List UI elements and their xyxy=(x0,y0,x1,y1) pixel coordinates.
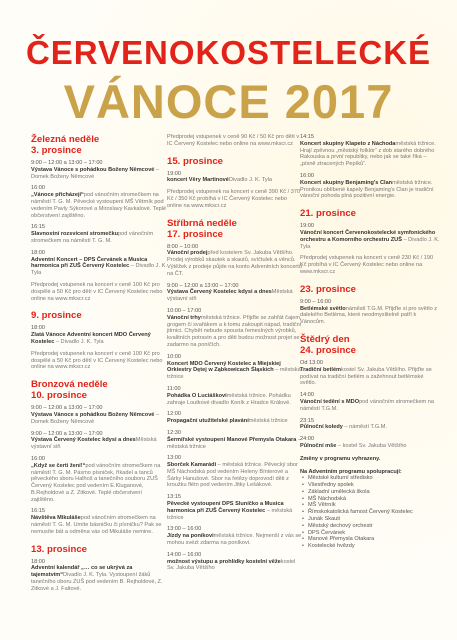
program-event xyxy=(167,386,303,406)
event-time: 9:00 – 16:00 xyxy=(300,298,332,305)
program-event xyxy=(31,160,167,180)
event-place: Předprodej vstupenek na koncert v ceně 390 Kč / 370 Kč / 350 Kč probíhá v IC Červený Kostelec nebo online na www.mkscr.cz xyxy=(167,189,301,209)
program-event xyxy=(31,559,167,593)
event-title: Betlémské světlo xyxy=(300,305,346,312)
event-time: 18:00 xyxy=(31,325,45,332)
event-place: městská tržnice. Pronikou oblíbené kapely Benjaming's Clan je tradiční vánoční pohoda plná pozitivní energie. xyxy=(300,179,434,200)
event-title: „Když se čerti žení!“ xyxy=(31,462,86,469)
event-time: 13:00 xyxy=(167,455,181,462)
date-heading: Štědrý den 24. prosince xyxy=(300,333,356,356)
event-time: 12:00 xyxy=(167,411,181,418)
event-place: Předprodej vstupenek na koncert v ceně 230 Kč / 190 Kč probíhá v IC Červený Kostelec nebo online na www.mkscr.cz xyxy=(300,255,434,275)
event-place: Divadlo J. K. Tyla xyxy=(228,177,272,184)
date-heading: 23. prosince xyxy=(300,283,356,295)
program-event xyxy=(31,250,167,277)
partners-title: Na Adventním programu spolupracují: xyxy=(300,468,402,475)
event-time: 19:00 xyxy=(300,223,314,230)
partner-item: • Městský dechový orchestr xyxy=(308,523,440,530)
program-event xyxy=(167,189,303,209)
event-time: 13:00 – 16:00 xyxy=(167,526,202,533)
event-place: – náměstí T.G.M. xyxy=(342,424,387,431)
event-time: 13:15 xyxy=(167,494,181,501)
event-place: městská tržnice. Přijďte se zahřát čajem, grogem či svařákem a k tomu zakoupit nápad, tradiční jitrnici. Chybět nebude spousta řemeslných výrobků, kvalitních potravin a pro děti budou možnost projet se zadarmo na poníčích. xyxy=(167,314,302,348)
program-event xyxy=(300,255,440,275)
event-place: pod vánočním stromečkem na náměstí T. G. M. xyxy=(31,231,154,244)
event-title: Adventní Koncert – DPS Červánek a Musica harmonica při ZUŠ Červený Kostelec xyxy=(31,256,148,270)
event-place: – Domek Boženy Němcové xyxy=(31,166,160,180)
event-title: Výstava Červený Kostelec kdysi a dnes xyxy=(167,289,272,296)
event-place: – městská tržnice xyxy=(167,367,301,381)
event-time: 9:00 – 12:00 a 13:00 – 17:00 xyxy=(31,430,103,437)
program-event xyxy=(300,173,440,200)
program-event xyxy=(167,134,303,148)
event-place: Předprodej vstupenek na koncert v ceně 100 Kč pro dospělé a 50 Kč pro dětí v IC Červený Kostelec nebo online na www.mkscr.cz xyxy=(31,350,163,371)
event-time: 16:00 xyxy=(300,172,314,179)
program-event xyxy=(167,494,303,521)
event-title: Adventní kalendář „… co se ukrývá za tajemstvím“ xyxy=(31,565,133,579)
event-place: – městská tržnice. Pěvecký sbor MŠ Náchodská pod vedením Heleny Bínterové a Šárky Hanušové. Sbor na řetězy doprovodí děti z kroužku flétn pod vedením Jitky Lešákové. xyxy=(167,462,298,489)
event-place: náměstí T.G.M. Přijďte si pro světlo z dalekého Betléma, které neodmyslitelně patří k Vánocům. xyxy=(300,305,438,326)
program-event xyxy=(31,405,167,425)
event-place: kostel Sv. Jakuba Většího. Přijďte se podívat na tradiční betlém a zažehnout betlémské světlo. xyxy=(300,366,432,387)
event-place: – městská tržnice xyxy=(167,507,293,521)
event-place: kostel Sv. Jakuba Většího xyxy=(167,558,296,572)
event-place: městská tržnice. Nejmenší z vás se mohou svézt zdarma na poníkovi. xyxy=(167,533,302,547)
event-title: Koncert MDO Červený Kostelec a Miejskiej Orkiestry Dętej w Ząbkowicach Śląskich xyxy=(167,360,281,374)
event-time: 11:00 xyxy=(167,385,181,392)
program-event xyxy=(31,282,167,302)
event-place: – Divadlo J. K. Tyla xyxy=(31,263,167,277)
program-event xyxy=(167,430,303,450)
program-event xyxy=(31,224,167,244)
partner-item: • Všestředny spolek xyxy=(308,482,440,489)
event-title: Půlnoční koledy xyxy=(300,424,343,431)
event-time: 16:15 xyxy=(31,224,45,231)
event-time: 19:00 xyxy=(167,170,181,177)
event-title: Slavnostní rozsvícení stromečku xyxy=(31,231,119,238)
event-time: 18:00 xyxy=(31,249,45,256)
event-place: – Domek Boženy Němcové xyxy=(31,411,160,425)
event-place: Městská výstavní síň xyxy=(31,437,157,451)
event-time: 9:00 – 12:00 a 13:00 – 17:00 xyxy=(31,160,103,166)
program-column-1 xyxy=(31,134,167,598)
event-time: 10:00 – 17:00 xyxy=(167,307,202,314)
program-event xyxy=(300,223,440,250)
event-place: – Divadlo J. K. Tyla xyxy=(300,236,440,250)
event-place: – městská tržnice xyxy=(167,436,302,450)
date-heading: Bronzová neděle 10. prosince xyxy=(31,379,108,402)
event-time: 16:15 xyxy=(31,508,45,515)
event-title: Jízdy na poníkovi xyxy=(167,533,214,540)
program-event xyxy=(300,360,440,387)
partner-item: • Městské kulturní středisko xyxy=(308,475,440,482)
event-title: Výstava Červený Kostelec kdysi a dnes xyxy=(31,437,136,444)
partner-item: • Římskokatolická farnost Červený Kostelec xyxy=(308,509,440,516)
event-title: Výstava Vánoce s pohádkou Boženy Němcové xyxy=(31,411,155,418)
event-time: 24:00 xyxy=(300,436,314,443)
partner-item: • MŠ Větrník xyxy=(308,502,440,509)
date-heading: 21. prosince xyxy=(300,208,356,220)
program-event xyxy=(31,325,167,345)
event-place: městská tržnice xyxy=(248,418,288,425)
program-column-3 xyxy=(300,134,440,550)
event-title: Šermířské vystoupení Manové Přemysla Otakara xyxy=(167,436,297,443)
program-event xyxy=(167,283,303,303)
event-place: pod vánočním stromečkem na náměstí T. G. M. Pěvecké vystoupení MŠ Větrník pod vedením Pavly Sýkorové a Miroslavy Kavkalové. Teplé občerstvení zajištěno. xyxy=(31,192,167,219)
event-title: Návštěva Mikuláše xyxy=(31,515,81,522)
event-time: 14:00 xyxy=(300,392,314,399)
event-place: městská tržnice. Pohádku zahraje Loutkové divadlo Koník z Hradce Králové. xyxy=(167,392,291,406)
date-heading: 13. prosince xyxy=(31,543,87,555)
partner-item: • Manové Přemysla Otakara xyxy=(308,536,440,543)
program-event xyxy=(167,171,303,185)
event-title: Pěvecké vystoupení DPS Sluníčko a Musica harmonica při ZUŠ Červený Kostelec xyxy=(167,501,284,514)
page-title-line2: VÁNOCE 2017 xyxy=(63,75,394,128)
event-place: pod vánočním stromečkem na náměstí T. G. M. Umíte básničku či písničku? Pak se nemusíte bát a odměna vás od Mikuláše nemine. xyxy=(31,515,162,535)
event-title: Vánoční prodej xyxy=(167,250,208,257)
event-place: městská tržnice. Hrají zpěvnou „městský folklór“ z dob starého dobrého Rakouska a první republiky, nebo jak se také říká – „písně ztracených Pepíků“. xyxy=(300,140,436,168)
partner-item: • Základní umělecká škola xyxy=(308,489,440,496)
event-place: Městská výstavní síň xyxy=(167,289,293,303)
event-title: Tradiční betlém xyxy=(300,366,342,373)
program-event xyxy=(167,552,303,572)
event-time: Od 13:00 xyxy=(300,359,324,366)
event-time: 12:30 xyxy=(167,429,181,436)
program-event xyxy=(300,436,440,450)
program-event xyxy=(31,351,167,371)
program-event xyxy=(167,411,303,425)
date-heading: 9. prosince xyxy=(31,310,82,322)
program-event xyxy=(300,418,440,432)
event-title: „Vánoce přicházejí“ xyxy=(31,192,84,199)
event-place: Předprodej vstupenek na koncert v ceně 100 Kč pro dospělé a 50 Kč pro dětí v IC Červený Kostelec nebo online na www.mkscr.cz xyxy=(31,281,163,302)
program-event xyxy=(300,299,440,326)
event-time: 8:00 – 10:00 xyxy=(167,243,199,250)
program-event xyxy=(31,456,167,504)
partner-item: • DPS Červánek xyxy=(308,530,440,537)
event-title: Pohádka O Luciáškovi xyxy=(167,392,227,399)
program-event xyxy=(167,526,303,546)
event-time: 9:00 – 12:00 a 13:00 – 17:00 xyxy=(31,405,103,412)
event-title: Vánoční tedění s MDO xyxy=(300,398,360,405)
event-title: Půlnoční mše xyxy=(300,442,337,449)
date-heading: Železná neděle 3. prosince xyxy=(31,134,100,156)
program-event xyxy=(300,134,440,168)
event-place: – kostel Sv. Jakuba Většího xyxy=(336,442,407,449)
program-event xyxy=(31,508,167,535)
page-title-line1: ČERVENOKOSTELECKÉ xyxy=(25,34,432,71)
program-event xyxy=(167,354,303,381)
event-title: koncert Věry Martinové xyxy=(167,177,229,184)
program-event xyxy=(300,392,440,412)
event-place: pod vánočním stromečkem na náměstí T. G. M. Pásmo písniček, říkadel a tanců pěveckého sboru Halhoš a tanečního souboru ZUŠ Červený Kostelec pod vedením E.Kluganové, B.Rejholdové a Z. Zitkové. Teplé občerstvení zajištěno. xyxy=(31,462,161,503)
event-time: 18:00 xyxy=(31,558,45,565)
date-heading: Stříbrná neděle 17. prosince xyxy=(167,217,237,240)
event-place: před kostelem Sv. Jakuba Většího. Prodej výrobků skautek a skautů, svíčtulek a věnců. Výtěžek z prodeje půjde na konto Adventních koncertů na ČT. xyxy=(167,250,302,277)
event-time: 14:15 xyxy=(300,134,314,140)
partner-item: • Junák Skauti xyxy=(308,516,440,523)
partner-item: • MŠ Náchodská xyxy=(308,496,440,503)
program-event xyxy=(31,185,167,219)
program-column-2 xyxy=(167,134,303,577)
event-time: 16:00 xyxy=(31,455,45,462)
event-title: Výstava Vánoce s pohádkou Boženy Němcové xyxy=(31,166,155,173)
event-time: 9:00 – 12:00 a 13:00 – 17:00 xyxy=(167,282,239,289)
event-place: Předprodej vstupenek v ceně 90 Kč / 50 Kč pro dětí v IC Červený Kostelec nebo online na www.mkscr.cz xyxy=(167,134,300,147)
event-title: Koncert skupiny Benjaming's Clan xyxy=(300,179,393,186)
program-event xyxy=(167,455,303,489)
event-time: 10:00 xyxy=(167,353,181,360)
event-title: možnost výstupu a prohlídky kostelní věže xyxy=(167,558,281,565)
date-heading: 15. prosince xyxy=(167,155,223,167)
event-place: Divadlo J. K. Tyla. Vystoupení žáků tanečního oboru ZUŠ pod vedením B. Rejholdové, Z. Zitkové a J. Faltové. xyxy=(31,572,163,592)
event-title: Vánoční trhy xyxy=(167,314,201,321)
event-title: Sborček Kamarádi xyxy=(167,462,217,469)
program-event xyxy=(167,244,303,278)
event-place: – Divadlo J. K. Tyla xyxy=(54,338,104,345)
event-time: 23:15 xyxy=(300,417,314,424)
program-event xyxy=(167,308,303,349)
event-title: Vánoční koncert Červenokostelecké symfonického orchestru a Komorního orchestru ZUŠ xyxy=(300,229,436,243)
changes-note: Změny v programu vyhrazeny. xyxy=(300,455,381,462)
partner-item: • Kostelecké hvězdy xyxy=(308,543,440,550)
event-title: Propagační utužitelské plavání xyxy=(167,418,249,425)
event-time: 14:00 – 16:00 xyxy=(167,551,202,558)
event-time: 16:00 xyxy=(31,185,45,192)
event-place: pod vánočním stromečkem na náměstí T.G.M. xyxy=(300,398,434,412)
event-title: Koncert skupiny Klapeto z Náchoda xyxy=(300,140,396,147)
partners-list xyxy=(300,475,440,550)
program-event xyxy=(31,431,167,451)
event-title: Zlatá Vánoce Adventní koncert MDO Červený Kostelec xyxy=(31,332,151,345)
